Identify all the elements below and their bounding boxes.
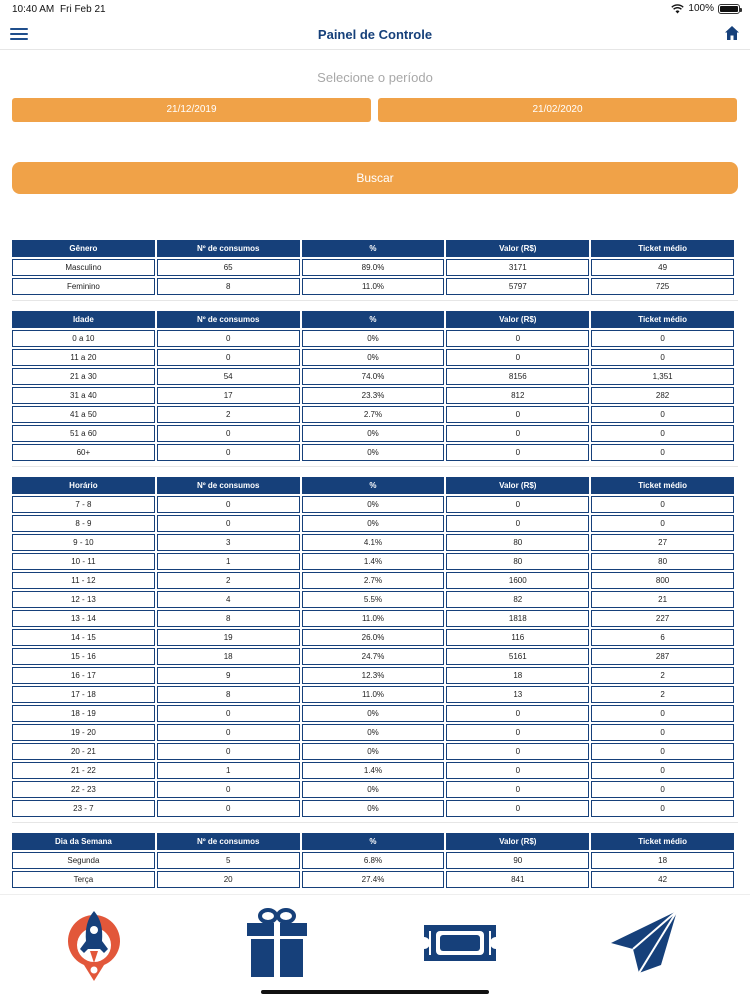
table-cell: 0 (591, 496, 734, 513)
table-cell: 23 - 7 (12, 800, 155, 817)
table-cell: 23.3% (302, 387, 445, 404)
table-cell: 0 (446, 406, 589, 423)
table-row (12, 686, 734, 703)
table-cell: 9 - 10 (12, 534, 155, 551)
tab-send[interactable] (605, 903, 685, 983)
table-cell: 1 (157, 553, 300, 570)
table-cell: 0 (446, 515, 589, 532)
table-cell: 0 (157, 349, 300, 366)
column-header: Ticket médio (591, 477, 734, 494)
table-cell: 1 (157, 762, 300, 779)
table-row (12, 667, 734, 684)
table-cell: 0 (157, 800, 300, 817)
table-cell: 26.0% (302, 629, 445, 646)
table-header-row (12, 833, 734, 850)
table-cell: 0% (302, 705, 445, 722)
table-row (12, 278, 734, 295)
table-cell: 12.3% (302, 667, 445, 684)
table-cell: 2 (157, 572, 300, 589)
table-row (12, 496, 734, 513)
table-cell: 0 (446, 743, 589, 760)
table-cell: 80 (446, 534, 589, 551)
column-header: Valor (R$) (446, 477, 589, 494)
battery-icon (718, 4, 740, 14)
table-cell: 0 (157, 705, 300, 722)
wifi-icon (671, 4, 684, 14)
table-row (12, 762, 734, 779)
tab-ticket[interactable] (420, 903, 500, 983)
table-cell: 11.0% (302, 278, 445, 295)
table-cell: 49 (591, 259, 734, 276)
column-header: Nº de consumos (157, 311, 300, 328)
table-row (12, 387, 734, 404)
table-cell: 19 - 20 (12, 724, 155, 741)
table-cell: 6.8% (302, 852, 445, 869)
column-header: Ticket médio (591, 833, 734, 850)
table-cell: 27 (591, 534, 734, 551)
table-cell: 0% (302, 515, 445, 532)
column-header: % (302, 833, 445, 850)
column-header: Nº de consumos (157, 477, 300, 494)
table-cell: 3171 (446, 259, 589, 276)
table-cell: 14 - 15 (12, 629, 155, 646)
table-cell: 8 - 9 (12, 515, 155, 532)
table-cell: 19 (157, 629, 300, 646)
table-cell: 74.0% (302, 368, 445, 385)
table-cell: 0 (591, 515, 734, 532)
table-cell: 65 (157, 259, 300, 276)
table-row (12, 534, 734, 551)
table-cell: 5161 (446, 648, 589, 665)
table-cell: 282 (591, 387, 734, 404)
table-cell: 0% (302, 330, 445, 347)
gift-icon (237, 903, 317, 983)
status-time: 10:40 AM (12, 4, 55, 15)
table-cell: 0% (302, 444, 445, 461)
table-cell: 0% (302, 800, 445, 817)
table-cell: 51 a 60 (12, 425, 155, 442)
table-cell: 0 (591, 743, 734, 760)
tab-gift[interactable] (237, 903, 317, 983)
table-cell: 0 (157, 743, 300, 760)
table-cell: 27.4% (302, 871, 445, 888)
table-cell: 15 - 16 (12, 648, 155, 665)
table-cell: 0 (446, 724, 589, 741)
table-cell: 0 (446, 349, 589, 366)
table-cell: 2 (591, 667, 734, 684)
table-cell: 41 a 50 (12, 406, 155, 423)
table-cell: 90 (446, 852, 589, 869)
table-cell: Terça (12, 871, 155, 888)
table-cell: 7 - 8 (12, 496, 155, 513)
table-cell: 0 (591, 781, 734, 798)
table-cell: 16 - 17 (12, 667, 155, 684)
column-header: % (302, 311, 445, 328)
table-row (12, 444, 734, 461)
table-cell: 2.7% (302, 572, 445, 589)
table-cell: 0 (591, 800, 734, 817)
column-header: Idade (12, 311, 155, 328)
table-cell: 20 (157, 871, 300, 888)
table-row (12, 610, 734, 627)
table-cell: 13 (446, 686, 589, 703)
table-cell: 13 - 14 (12, 610, 155, 627)
table-header-row (12, 240, 734, 257)
table-cell: 6 (591, 629, 734, 646)
table-cell: 0% (302, 349, 445, 366)
battery-percent: 100% (688, 3, 714, 14)
table-cell: 0 (446, 496, 589, 513)
table-cell: 0% (302, 724, 445, 741)
table-cell: 0 (157, 781, 300, 798)
column-header: Valor (R$) (446, 240, 589, 257)
table-cell: 0 (157, 425, 300, 442)
table-cell: Segunda (12, 852, 155, 869)
table-row (12, 648, 734, 665)
end-date-button[interactable]: 21/02/2020 (378, 98, 737, 122)
table-cell: 725 (591, 278, 734, 295)
table-cell: 31 a 40 (12, 387, 155, 404)
table-cell: 0 (446, 330, 589, 347)
table-cell: 0% (302, 743, 445, 760)
table-row (12, 724, 734, 741)
table-cell: 89.0% (302, 259, 445, 276)
table-cell: 1818 (446, 610, 589, 627)
table-cell: 0% (302, 425, 445, 442)
tab-rocket[interactable] (54, 903, 134, 983)
column-header: % (302, 477, 445, 494)
table-cell: Masculino (12, 259, 155, 276)
table-cell: 8 (157, 686, 300, 703)
table-separator (12, 300, 738, 301)
home-indicator[interactable] (261, 990, 489, 994)
table-row (12, 406, 734, 423)
table-row (12, 871, 734, 888)
table-cell: 116 (446, 629, 589, 646)
table-cell: 1600 (446, 572, 589, 589)
table-cell: 80 (591, 553, 734, 570)
table-cell: 0% (302, 496, 445, 513)
status-right (671, 3, 740, 14)
table-cell: 841 (446, 871, 589, 888)
table-cell: 0 (446, 781, 589, 798)
column-header: Nº de consumos (157, 240, 300, 257)
table-row (12, 515, 734, 532)
table-row (12, 572, 734, 589)
column-header: Valor (R$) (446, 833, 589, 850)
table-cell: 17 - 18 (12, 686, 155, 703)
table-row (12, 259, 734, 276)
table-cell: 17 (157, 387, 300, 404)
table-cell: 18 (591, 852, 734, 869)
table-cell: 11 a 20 (12, 349, 155, 366)
table-row (12, 800, 734, 817)
table-cell: Feminino (12, 278, 155, 295)
table-cell: 11.0% (302, 686, 445, 703)
table-cell: 9 (157, 667, 300, 684)
table-row (12, 743, 734, 760)
table-row (12, 852, 734, 869)
table-cell: 1,351 (591, 368, 734, 385)
home-icon[interactable] (724, 25, 740, 41)
table-cell: 12 - 13 (12, 591, 155, 608)
table-cell: 18 (446, 667, 589, 684)
table-cell: 0 (591, 406, 734, 423)
send-icon (605, 903, 685, 983)
table-row (12, 349, 734, 366)
table-row (12, 425, 734, 442)
table-cell: 4.1% (302, 534, 445, 551)
table-cell: 0 (591, 425, 734, 442)
page-title: Painel de Controle (317, 27, 433, 42)
status-date: Fri Feb 21 (60, 4, 106, 15)
column-header: Valor (R$) (446, 311, 589, 328)
status-bar (0, 0, 750, 18)
start-date-button[interactable]: 21/12/2019 (12, 98, 371, 122)
table-cell: 20 - 21 (12, 743, 155, 760)
table-cell: 0 (591, 330, 734, 347)
table-cell: 54 (157, 368, 300, 385)
stats-tables (12, 238, 738, 894)
nav-bar (0, 18, 750, 50)
table-cell: 287 (591, 648, 734, 665)
table-cell: 0 (591, 724, 734, 741)
table-cell: 0 a 10 (12, 330, 155, 347)
stats-table (12, 831, 736, 890)
table-cell: 5 (157, 852, 300, 869)
table-cell: 42 (591, 871, 734, 888)
table-cell: 0 (446, 762, 589, 779)
table-cell: 1.4% (302, 553, 445, 570)
table-cell: 82 (446, 591, 589, 608)
table-cell: 11 - 12 (12, 572, 155, 589)
ticket-icon (420, 903, 500, 983)
table-cell: 21 (591, 591, 734, 608)
table-cell: 1.4% (302, 762, 445, 779)
table-cell: 5797 (446, 278, 589, 295)
column-header: Dia da Semana (12, 833, 155, 850)
table-cell: 0 (591, 705, 734, 722)
search-button[interactable]: Buscar (12, 162, 738, 194)
table-cell: 812 (446, 387, 589, 404)
table-cell: 800 (591, 572, 734, 589)
table-cell: 5.5% (302, 591, 445, 608)
table-cell: 2 (157, 406, 300, 423)
table-cell: 22 - 23 (12, 781, 155, 798)
table-cell: 0 (446, 800, 589, 817)
table-separator (12, 466, 738, 467)
period-label: Selecione o período (317, 70, 433, 85)
table-cell: 60+ (12, 444, 155, 461)
table-cell: 0 (446, 705, 589, 722)
column-header: Gênero (12, 240, 155, 257)
rocket-icon (54, 903, 134, 983)
table-cell: 0 (591, 349, 734, 366)
table-row (12, 629, 734, 646)
table-cell: 0 (157, 330, 300, 347)
table-cell: 0 (157, 496, 300, 513)
column-header: Nº de consumos (157, 833, 300, 850)
table-cell: 0% (302, 781, 445, 798)
table-cell: 227 (591, 610, 734, 627)
table-cell: 80 (446, 553, 589, 570)
column-header: Ticket médio (591, 311, 734, 328)
table-cell: 0 (446, 444, 589, 461)
table-cell: 18 (157, 648, 300, 665)
table-cell: 2 (591, 686, 734, 703)
table-cell: 8 (157, 610, 300, 627)
table-cell: 11.0% (302, 610, 445, 627)
table-cell: 0 (157, 515, 300, 532)
table-cell: 8156 (446, 368, 589, 385)
table-cell: 0 (446, 425, 589, 442)
table-header-row (12, 311, 734, 328)
table-cell: 10 - 11 (12, 553, 155, 570)
table-row (12, 705, 734, 722)
column-header: Ticket médio (591, 240, 734, 257)
table-cell: 0 (591, 444, 734, 461)
column-header: Horário (12, 477, 155, 494)
table-cell: 8 (157, 278, 300, 295)
table-row (12, 781, 734, 798)
table-cell: 18 - 19 (12, 705, 155, 722)
column-header: % (302, 240, 445, 257)
table-cell: 3 (157, 534, 300, 551)
table-cell: 0 (157, 724, 300, 741)
stats-table (12, 238, 736, 297)
table-separator (12, 822, 738, 823)
table-cell: 2.7% (302, 406, 445, 423)
table-cell: 24.7% (302, 648, 445, 665)
table-row (12, 591, 734, 608)
tab-bar (0, 894, 750, 1000)
table-row (12, 553, 734, 570)
table-cell: 21 a 30 (12, 368, 155, 385)
stats-table (12, 309, 736, 463)
table-cell: 4 (157, 591, 300, 608)
table-cell: 0 (591, 762, 734, 779)
table-cell: 0 (157, 444, 300, 461)
table-cell: 21 - 22 (12, 762, 155, 779)
table-header-row (12, 477, 734, 494)
table-row (12, 368, 734, 385)
stats-table (12, 475, 736, 819)
table-row (12, 330, 734, 347)
